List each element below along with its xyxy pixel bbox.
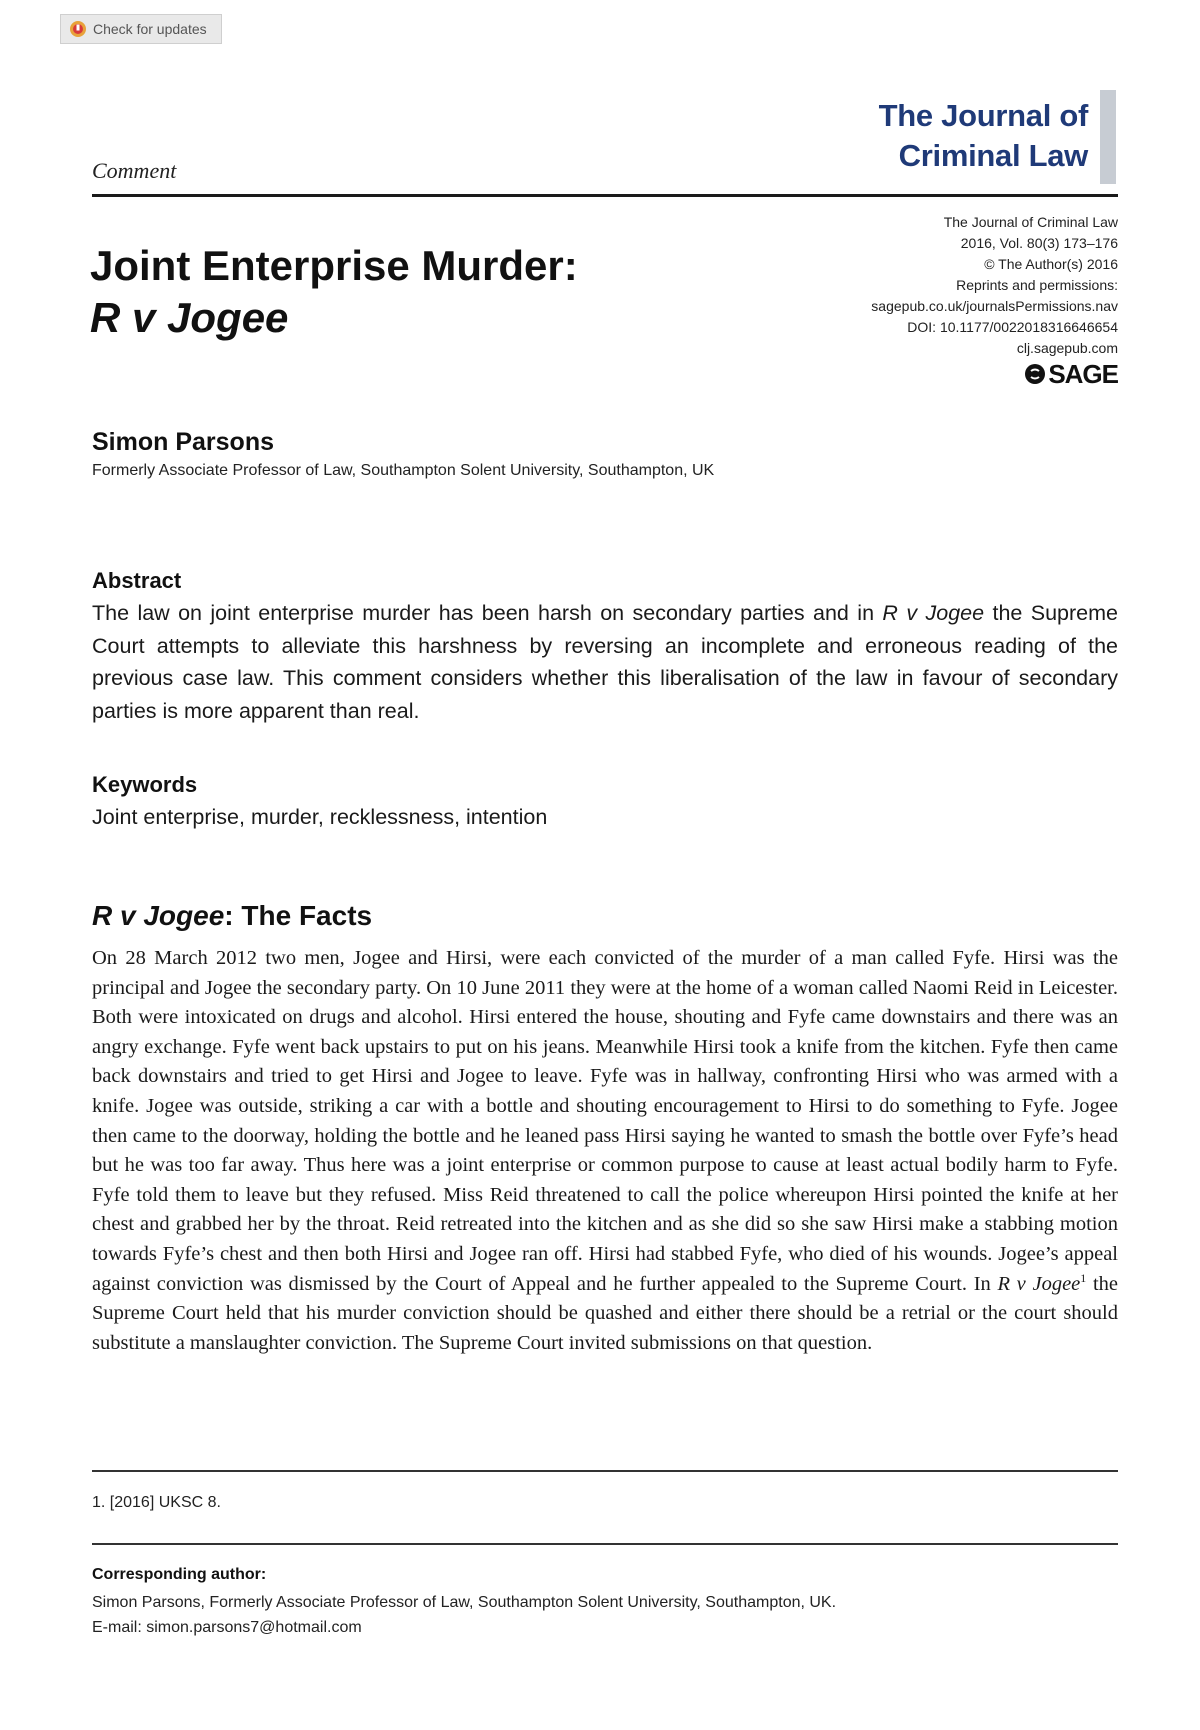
corresponding-author-email[interactable]: E-mail: simon.parsons7@hotmail.com [92,1619,362,1636]
check-for-updates-label: Check for updates [93,21,207,37]
journal-logo-line1: The Journal of [878,98,1088,133]
meta-volume: 2016, Vol. 80(3) 173–176 [960,235,1118,251]
facts-body-b: the Supreme Court held that his murder conviction should be quashed and either there should be a retrial or the court should substitute a manslaughter conviction. The Supreme Court invited submissions on that question. [92,1272,1118,1354]
meta-permissions-link[interactable]: sagepub.co.uk/journalsPermissions.nav [871,298,1118,314]
facts-heading-rest: : The Facts [224,900,373,931]
abstract-text-b: the Supreme Court attempts to alleviate this harshness by reversing an incomplete and erroneous reading of the previous case law. This comment considers whether this liberalisation of the law in favour of secondary parties is more apparent than real. [92,601,1118,723]
facts-body-case: R v Jogee [997,1272,1081,1295]
meta-reprints: Reprints and permissions: [956,277,1118,293]
keywords-text: Joint enterprise, murder, recklessness, intention [92,805,548,829]
journal-meta [871,212,1118,391]
meta-journal-url[interactable]: clj.sagepub.com [1016,340,1118,356]
abstract-heading: Abstract [92,568,182,593]
meta-copyright: © The Author(s) 2016 [984,256,1118,272]
corresponding-author-label: Corresponding author: [92,1566,267,1583]
journal-logo-bar [1100,90,1116,184]
author-name: Simon Parsons [92,428,274,456]
facts-heading [92,900,372,932]
sage-logo-text: SAGE [1048,358,1118,389]
header-rule [92,194,1118,197]
update-check-icon [69,20,87,38]
abstract-text-a: The law on joint enterprise murder has been harsh on secondary parties and in [92,601,883,625]
keywords-heading: Keywords [92,772,198,797]
check-for-updates-button[interactable] [60,14,222,44]
article-title [90,240,790,344]
abstract-text [92,597,1118,727]
facts-heading-case: R v Jogee [92,900,225,931]
meta-journal-name: The Journal of Criminal Law [943,214,1118,230]
section-label: Comment [92,158,177,183]
journal-logo-line2: Criminal Law [898,138,1088,173]
journal-logo [879,96,1088,176]
title-line1: Joint Enterprise Murder: [90,242,578,289]
facts-body-a: On 28 March 2012 two men, Jogee and Hirsi, were each convicted of the murder of a man called Fyfe. Hirsi was the principal and Jogee the secondary party. On 10 June 2011 they were at the home of a woman called Naomi Reid in Leicester. Both were intoxicated on drugs and alcohol. Hirsi entered the house, shouting and Fyfe came downstairs and there was an angry exchange. Fyfe went back upstairs to put on his jeans. Meanwhile Hirsi took a knife from the kitchen. Fyfe then came back downstairs and tried to get Hirsi and Jogee to leave. Fyfe was in hallway, confronting Hirsi who was armed with a knife. Jogee was outside, striking a car with a bottle and shouting encouragement to Hirsi to do something to Fyfe. Jogee then came to the doorway, holding the bottle and he leaned pass Hirsi saying he wanted to smash the bottle over Fyfe’s head but he was too far away. Thus here was a joint enterprise or common purpose to cause at least actual bodily harm to Fyfe. Fyfe told them to leave but they refused. Miss Reid threatened to call the police whereupon Hirsi pointed the knife at her chest and grabbed her by the throat. Reid retreated into the kitchen and as she did so she saw Hirsi make a stabbing motion towards Fyfe’s chest and then both Hirsi and Jogee ran off. Hirsi had stabbed Fyfe, who died of his wounds. Jogee’s appeal against conviction was dismissed by the Court of Appeal and he further appealed to the Supreme Court. In [92,947,1118,1295]
sage-mark-icon [1024,363,1046,385]
footnote-ref-1[interactable]: 1 [1080,1270,1087,1285]
abstract-case-name: R v Jogee [882,601,985,625]
corresponding-rule [92,1543,1118,1545]
corresponding-author-details [92,1590,836,1640]
facts-body [92,944,1118,1358]
title-line2 [90,292,790,344]
title-case-name: R v Jogee [90,294,289,341]
footnote-1: 1. [2016] UKSC 8. [92,1494,221,1511]
meta-doi[interactable]: DOI: 10.1177/0022018316646654 [907,319,1118,335]
sage-logo [1024,358,1118,389]
author-affiliation: Formerly Associate Professor of Law, Southampton Solent University, Southampton, UK [92,462,715,479]
footnote-rule [92,1470,1118,1472]
corresponding-author-address: Simon Parsons, Formerly Associate Professor of Law, Southampton Solent University, Southampton, UK. [92,1594,837,1611]
